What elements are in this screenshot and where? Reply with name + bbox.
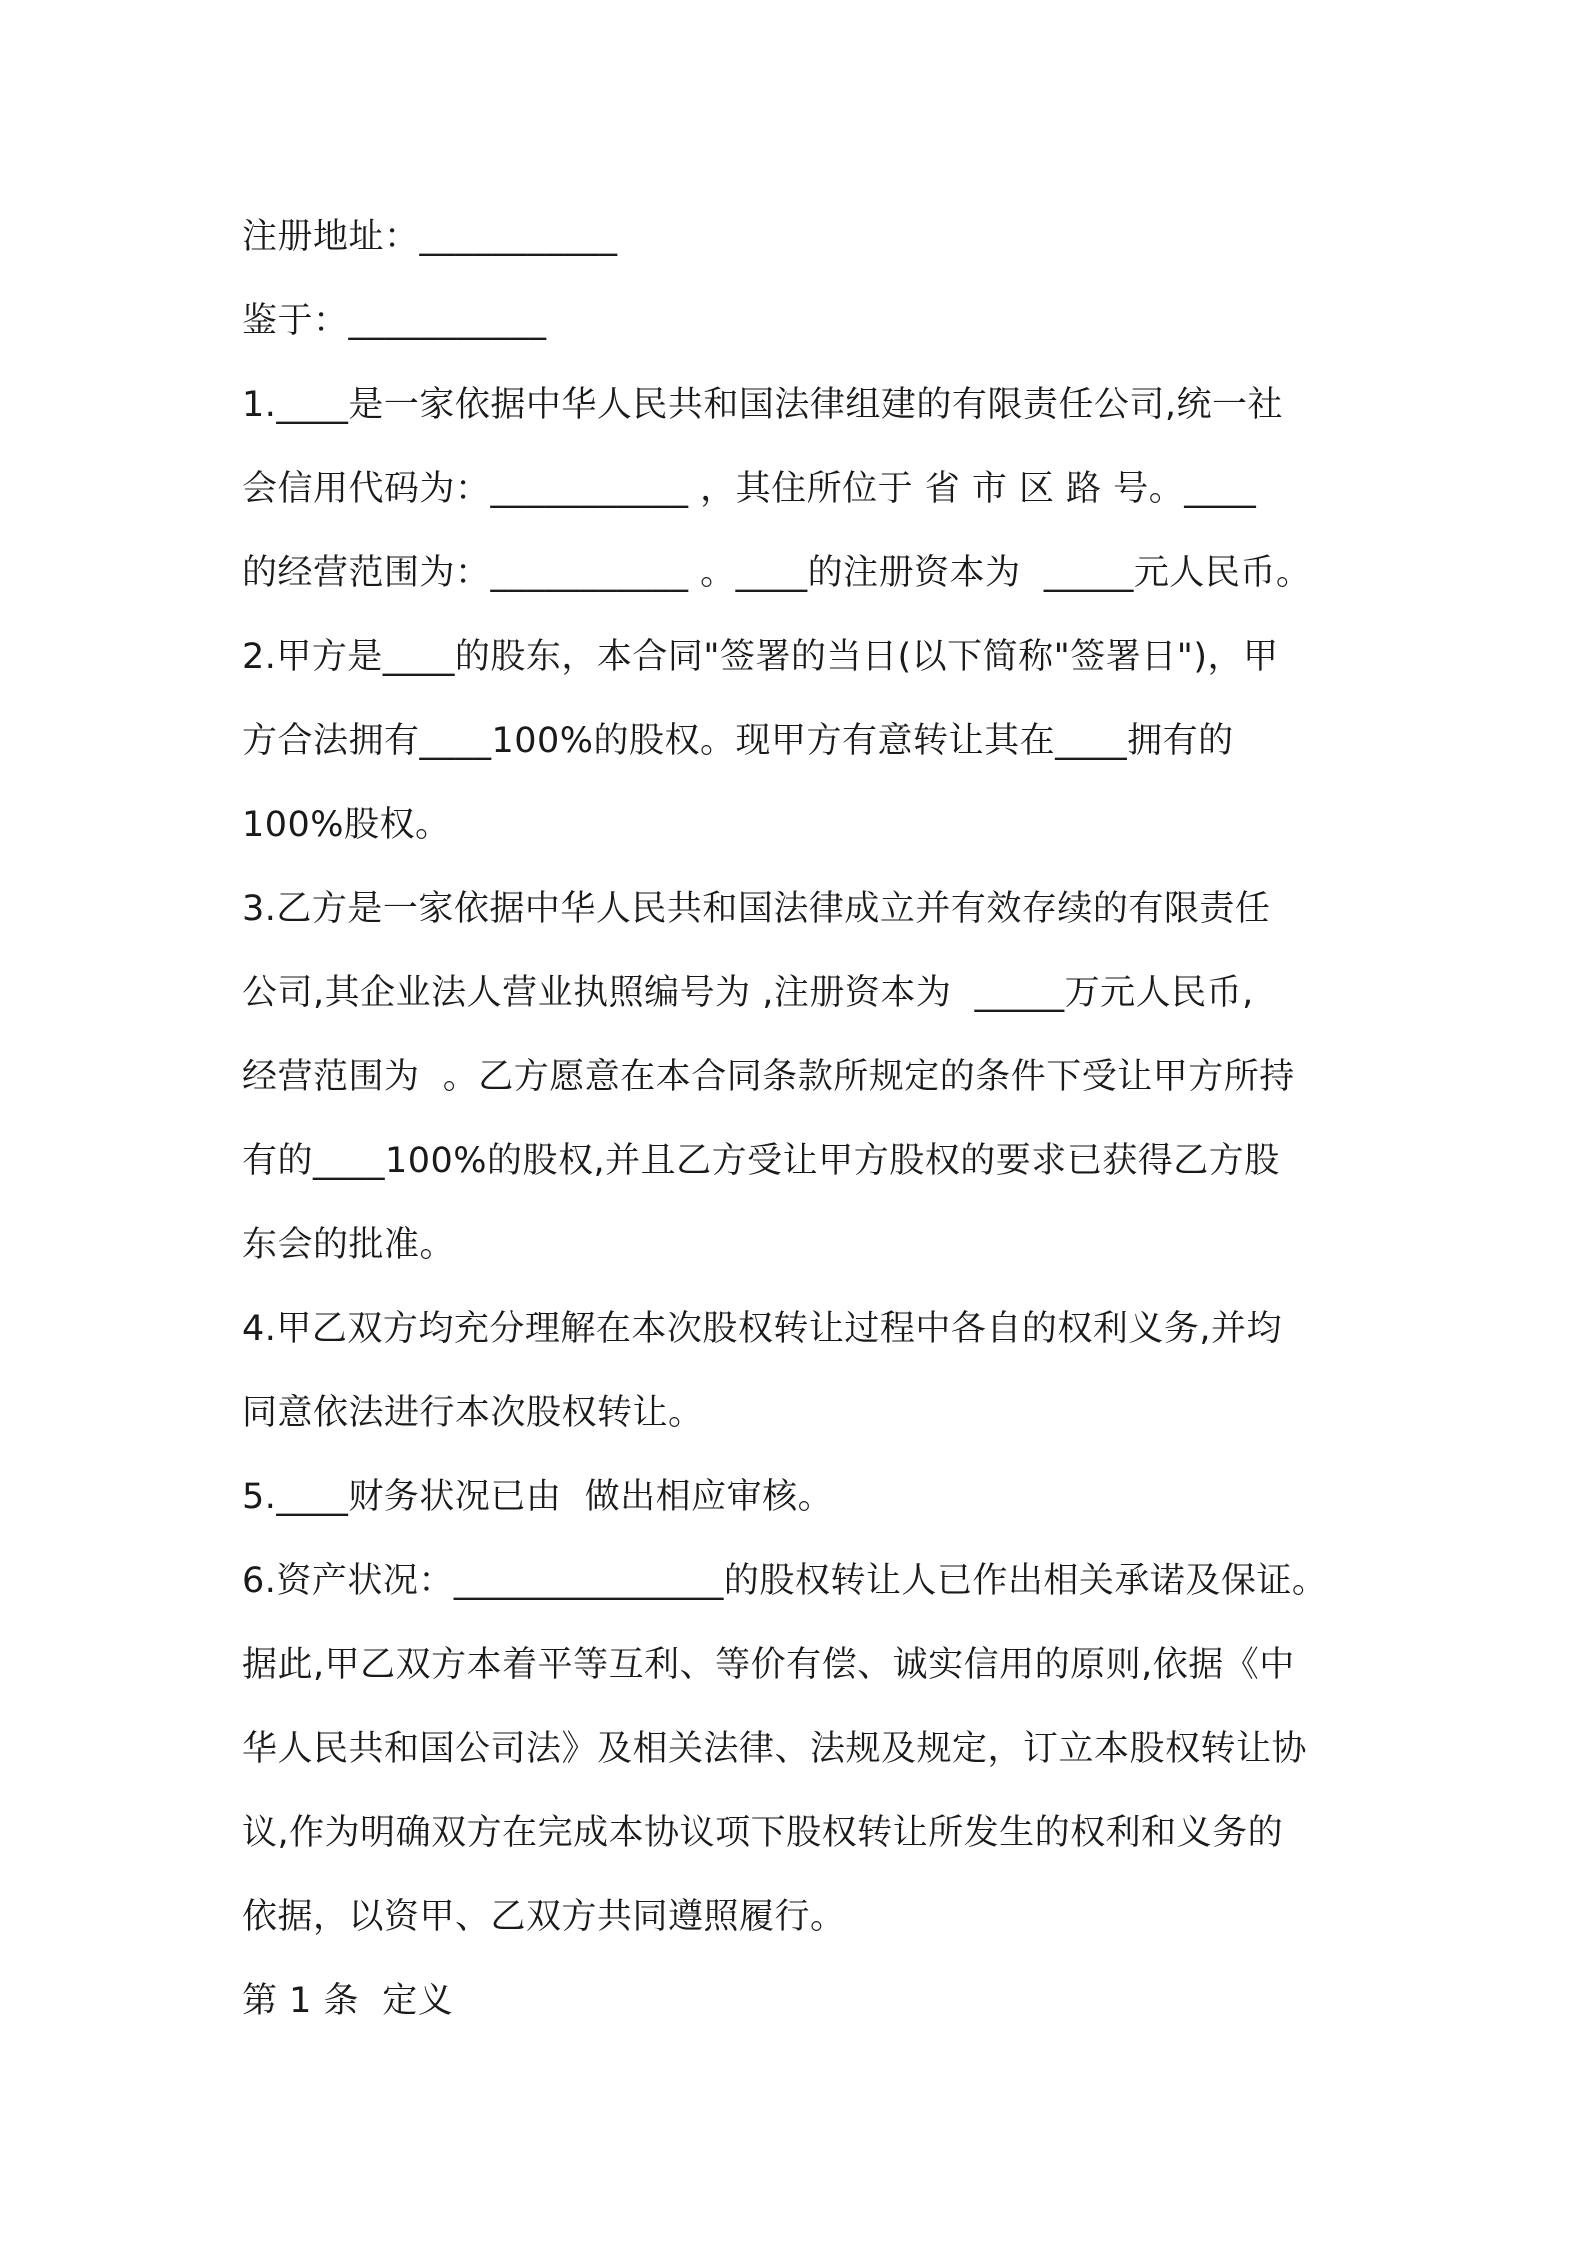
clause-2-line-2: 方合法拥有____100%的股权。现甲方有意转让其在____拥有的: [242, 721, 1234, 761]
clause-6-line: 6.资产状况：_______________的股权转让人已作出相关承诺及保证。: [242, 1561, 1328, 1601]
clause-2-line-3: 100%股权。: [242, 805, 451, 845]
clause-4-line-1: 4.甲乙双方均充分理解在本次股权转让过程中各自的权利义务,并均: [242, 1309, 1283, 1349]
clause-4-line-2: 同意依法进行本次股权转让。: [242, 1393, 704, 1433]
clause-3-line-2: 公司,其企业法人营业执照编号为 ,注册资本为 _____万元人民币,: [242, 973, 1254, 1013]
clause-5-line: 5.____财务状况已由 做出相应审核。: [242, 1477, 834, 1517]
conclusion-line-4: 依据，以资甲、乙双方共同遵照履行。: [242, 1897, 846, 1937]
registered-address-line: 注册地址：___________: [242, 217, 618, 257]
clause-1-line-2: 会信用代码为：___________ ，其住所位于 省 市 区 路 号。____: [242, 469, 1257, 509]
clause-3-line-3: 经营范围为 。乙方愿意在本合同条款所规定的条件下受让甲方所持: [242, 1057, 1295, 1097]
conclusion-line-1: 据此,甲乙双方本着平等互利、等价有偿、诚实信用的原则,依据《中: [242, 1645, 1295, 1685]
conclusion-line-3: 议,作为明确双方在完成本协议项下股权转让所发生的权利和义务的: [242, 1813, 1284, 1853]
conclusion-line-2: 华人民共和国公司法》及相关法律、法规及规定，订立本股权转让协: [242, 1729, 1308, 1769]
clause-3-line-1: 3.乙方是一家依据中华人民共和国法律成立并有效存续的有限责任: [242, 889, 1271, 929]
article-1-heading: 第 1 条 定义: [242, 1981, 454, 2021]
clause-1-line-1: 1.____是一家依据中华人民共和国法律组建的有限责任公司,统一社: [242, 385, 1284, 425]
document-body: [242, 195, 1362, 2043]
clause-3-line-5: 东会的批准。: [242, 1225, 456, 1265]
clause-2-line-1: 2.甲方是____的股东，本合同"签署的当日(以下简称"签署日")，甲: [242, 637, 1279, 677]
clause-3-line-4: 有的____100%的股权,并且乙方受让甲方股权的要求已获得乙方股: [242, 1141, 1280, 1181]
clause-1-line-3: 的经营范围为：___________ 。____的注册资本为 _____元人民币。: [242, 553, 1312, 593]
whereas-line: 鉴于：___________: [242, 301, 547, 341]
